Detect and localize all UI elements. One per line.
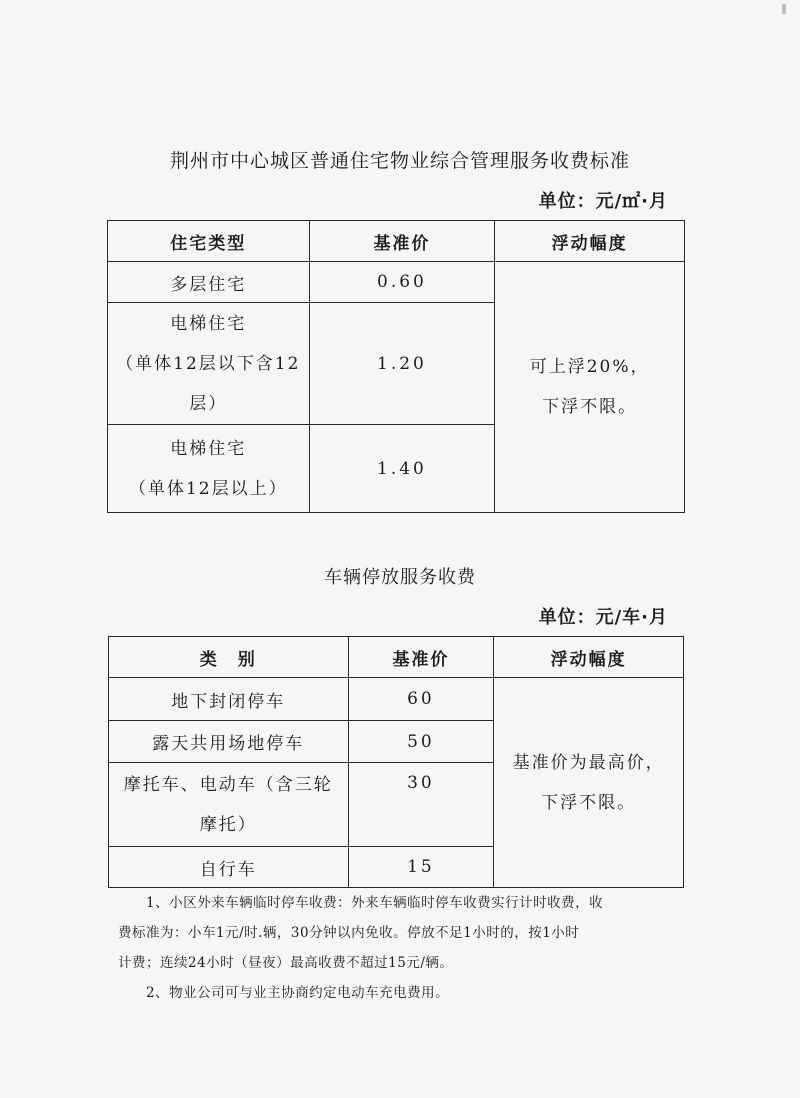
base-price-cell: 60	[348, 678, 494, 721]
note-line: 费标准为：小车1元/时.辆，30分钟以内免收。停放不足1小时的，按1小时	[118, 925, 580, 941]
note-line: 1、小区外来车辆临时停车收费：外来车辆临时停车收费实行计时收费，收	[146, 895, 604, 911]
unit-label-vehicle: 单位：元/车·月	[538, 607, 668, 628]
header-residence-type: 住宅类型	[108, 221, 310, 262]
residence-type-line: （单体12层以上）	[128, 478, 288, 499]
residence-type-cell	[108, 303, 310, 425]
residence-type-line: 层）	[189, 393, 228, 414]
table-row	[109, 678, 684, 721]
base-price-cell: 0.60	[309, 262, 495, 303]
unit-label-area: 单位：元/㎡·月	[538, 191, 668, 212]
header-base-price: 基准价	[309, 221, 495, 262]
scan-mark	[782, 4, 786, 14]
header-category: 类 别	[109, 637, 349, 678]
residence-type-cell: 多层住宅	[108, 262, 310, 303]
residence-type-line: （单体12层以下含12	[116, 353, 301, 374]
float-range-cell	[494, 678, 684, 888]
float-range-line: 基准价为最高价，	[512, 752, 665, 773]
category-cell: 地下封闭停车	[109, 678, 349, 721]
float-range-line: 可上浮20%，	[529, 357, 650, 377]
section-title-parking: 车辆停放服务收费	[324, 567, 476, 588]
base-price-cell: 1.20	[309, 303, 495, 425]
category-line: 摩托车、电动车（含三轮	[123, 774, 333, 795]
base-price-cell: 15	[348, 847, 494, 888]
residence-type-line: 电梯住宅	[170, 313, 247, 334]
notes-section	[118, 888, 688, 1008]
float-range-line: 下浮不限。	[541, 792, 637, 813]
residence-type-cell	[108, 425, 310, 513]
float-range-line: 下浮不限。	[542, 397, 638, 417]
residence-type-line: 电梯住宅	[170, 438, 247, 459]
category-cell: 自行车	[109, 847, 349, 888]
header-float-range: 浮动幅度	[494, 637, 684, 678]
table-header-row	[109, 637, 684, 678]
header-base-price: 基准价	[348, 637, 494, 678]
note-line: 计费；连续24小时（昼夜）最高收费不超过15元/辆。	[118, 955, 454, 971]
category-line: 摩托）	[199, 814, 257, 835]
parking-fee-table	[108, 636, 684, 888]
base-price-cell: 1.40	[309, 425, 495, 513]
note-line: 2、物业公司可与业主协商约定电动车充电费用。	[146, 985, 450, 1001]
table-header-row	[108, 221, 685, 262]
base-price-cell: 50	[348, 721, 494, 763]
header-float-range: 浮动幅度	[495, 221, 685, 262]
document-title: 荆州市中心城区普通住宅物业综合管理服务收费标准	[169, 150, 630, 172]
category-cell: 露天共用场地停车	[109, 721, 349, 763]
residential-fee-table	[107, 220, 685, 513]
float-range-cell	[495, 262, 685, 513]
base-price-cell: 30	[348, 763, 494, 847]
category-cell	[109, 763, 349, 847]
table-row	[108, 262, 685, 303]
